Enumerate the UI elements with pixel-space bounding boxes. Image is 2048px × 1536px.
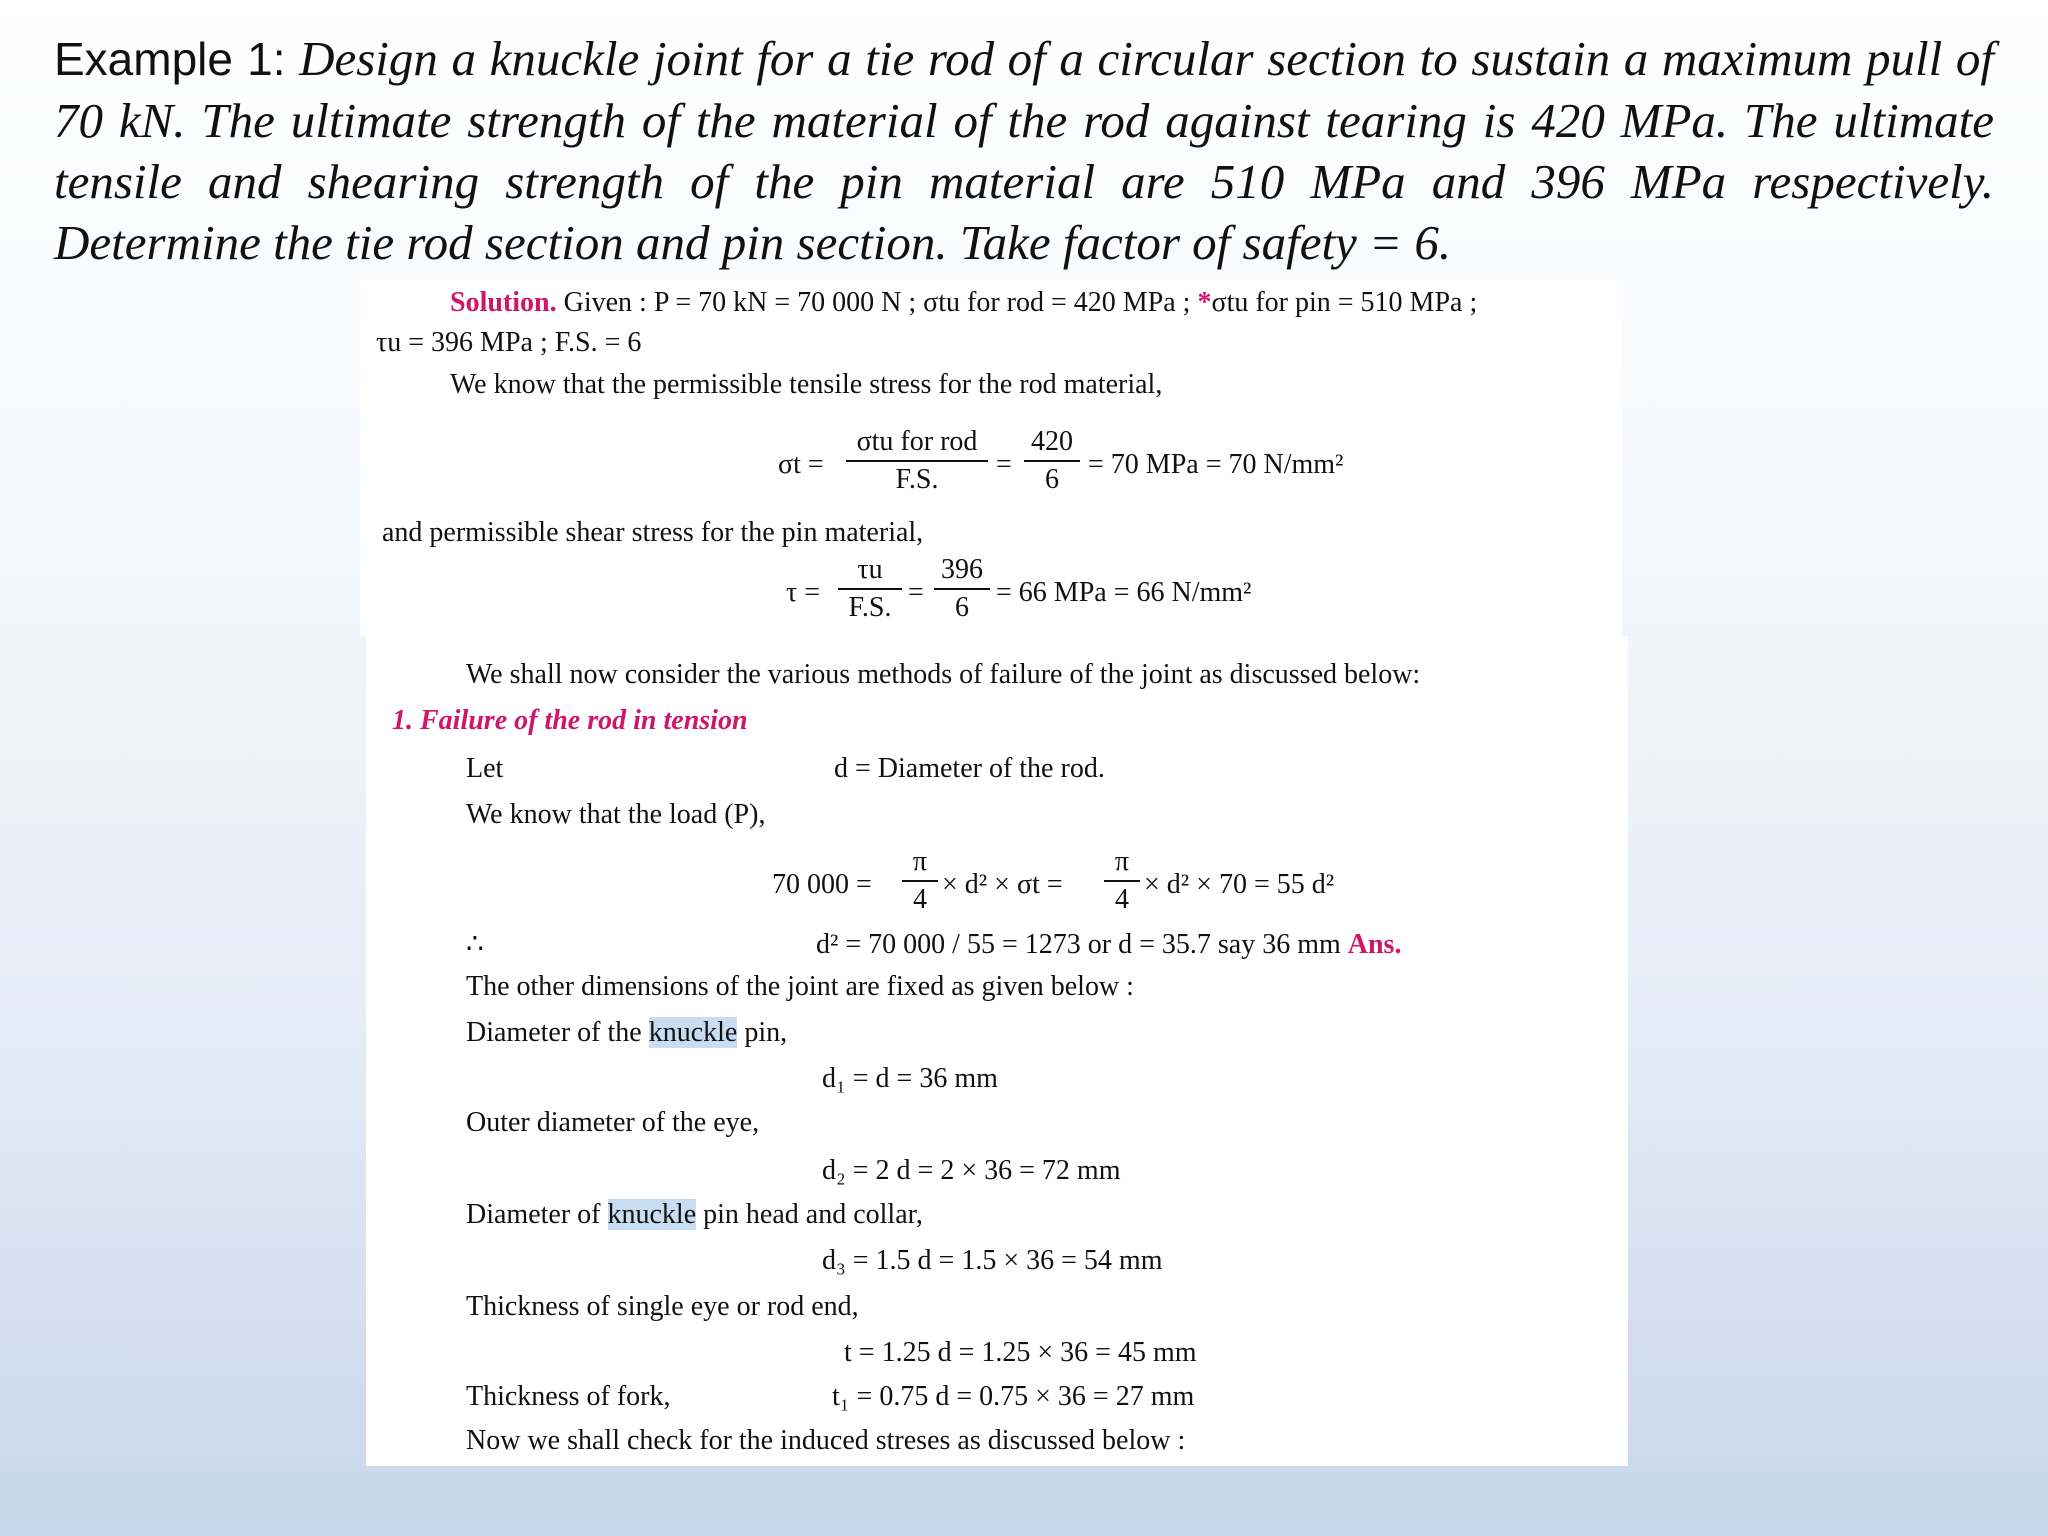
eq3-fraction-2 (1104, 846, 1140, 916)
footnote-star: * (1197, 287, 1212, 318)
check-stresses-intro: Now we shall check for the induced streses as discussed below : (466, 1425, 1186, 1456)
eq2-result: = 66 MPa = 66 N/mm² (996, 577, 1252, 608)
given-values: Given : P = 70 kN = 70 000 N ; σtu for rod = 420 MPa ; (556, 287, 1198, 318)
eq2-fraction-1 (838, 554, 902, 624)
given-pin-value: σtu for pin = 510 MPa ; (1211, 287, 1478, 318)
given-line (450, 286, 1477, 320)
eq3-fraction-1 (902, 846, 938, 916)
eq2-equals: = (908, 577, 924, 608)
eq2-den1: F.S. (848, 592, 892, 623)
outer-eye-label: Outer diameter of the eye, (466, 1107, 760, 1138)
d1-equation: d₁ = d = 36 mm (822, 1063, 998, 1094)
eq3-lhs: 70 000 = (772, 869, 872, 900)
tensile-stress-intro: We know that the permissible tensile stress for the rod material, (450, 369, 1163, 400)
methods-intro: We shall now consider the various methods of failure of the joint as discussed below: (466, 659, 1421, 690)
eq1-num1: σtu for rod (856, 426, 978, 457)
solution-panel-top (360, 280, 1622, 636)
d3-equation: d₃ = 1.5 d = 1.5 × 36 = 54 mm (822, 1245, 1163, 1276)
fork-label: Thickness of fork, (466, 1381, 671, 1412)
section-heading-rod-tension: 1. Failure of the rod in tension (392, 705, 748, 736)
eq4-text: d² = 70 000 / 55 = 1273 or d = 35.7 say 36 mm (816, 929, 1341, 960)
eq3-end: × d² × 70 = 55 d² (1144, 869, 1335, 900)
eq2-den2: 6 (955, 592, 969, 623)
given-line-2: τu = 396 MPa ; F.S. = 6 (376, 327, 642, 358)
eq1-num2: 420 (1031, 426, 1073, 457)
eq1-result: = 70 MPa = 70 N/mm² (1088, 449, 1344, 480)
eq3-pi2: π (1114, 846, 1130, 877)
let-label: Let (466, 753, 504, 784)
eq1-equals: = (996, 449, 1012, 480)
solution-label: Solution. (450, 287, 557, 318)
eq2-lhs: τ = (786, 577, 821, 608)
d2-equation: d₂ = 2 d = 2 × 36 = 72 mm (822, 1155, 1121, 1186)
eq3-pi1: π (912, 846, 928, 877)
eq3-middle: × d² × σt = (942, 869, 1063, 900)
example-label: Example 1: (54, 33, 286, 85)
example-heading (54, 28, 1994, 273)
highlighted-word: knuckle (648, 1017, 738, 1048)
pin-diameter-post: pin, (737, 1017, 788, 1048)
eq1-den2: 6 (1045, 464, 1059, 495)
eq2-num2: 396 (941, 554, 983, 585)
eq1-lhs: σt = (778, 449, 824, 480)
problem-statement: Design a knuckle joint for a tie rod of a circular section to sustain a maximum pull of 70 kN. The ultimate strength of the material of the rod against tearing is 420 MPa. The ultimate tensile and shearing strength of the pin material are 510 MPa and 396 MPa respectively. Determine the tie rod section and pin section. Take factor of safety = 6. (54, 31, 1994, 270)
other-dimensions-intro: The other dimensions of the joint are fixed as given below : (466, 971, 1134, 1002)
load-intro: We know that the load (P), (466, 799, 766, 830)
pin-head-pre: Diameter of (466, 1199, 608, 1230)
highlighted-word-2: knuckle (607, 1199, 697, 1230)
eq2-fraction-2 (934, 554, 990, 624)
answer-label: Ans. (1347, 929, 1402, 960)
single-eye-label: Thickness of single eye or rod end, (466, 1291, 859, 1322)
shear-stress-intro: and permissible shear stress for the pin material, (382, 517, 924, 548)
t1-equation: t₁ = 0.75 d = 0.75 × 36 = 27 mm (832, 1381, 1195, 1412)
eq4-line (816, 928, 1401, 962)
eq1-den1: F.S. (895, 464, 939, 495)
pin-diameter-pre: Diameter of the (466, 1017, 649, 1048)
eq3-four2: 4 (1115, 884, 1129, 915)
pin-diameter-label (466, 1016, 787, 1050)
therefore-symbol: ∴ (466, 929, 484, 960)
t-equation: t = 1.25 d = 1.25 × 36 = 45 mm (844, 1337, 1197, 1368)
solution-panel-bottom (366, 636, 1628, 1466)
d-definition: d = Diameter of the rod. (834, 753, 1105, 784)
pin-head-post: pin head and collar, (696, 1199, 923, 1230)
eq1-fraction-2 (1024, 426, 1080, 496)
eq2-num1: τu (857, 554, 883, 585)
eq1-fraction-1 (846, 426, 988, 496)
eq3-four1: 4 (913, 884, 927, 915)
pin-head-label (466, 1198, 923, 1232)
